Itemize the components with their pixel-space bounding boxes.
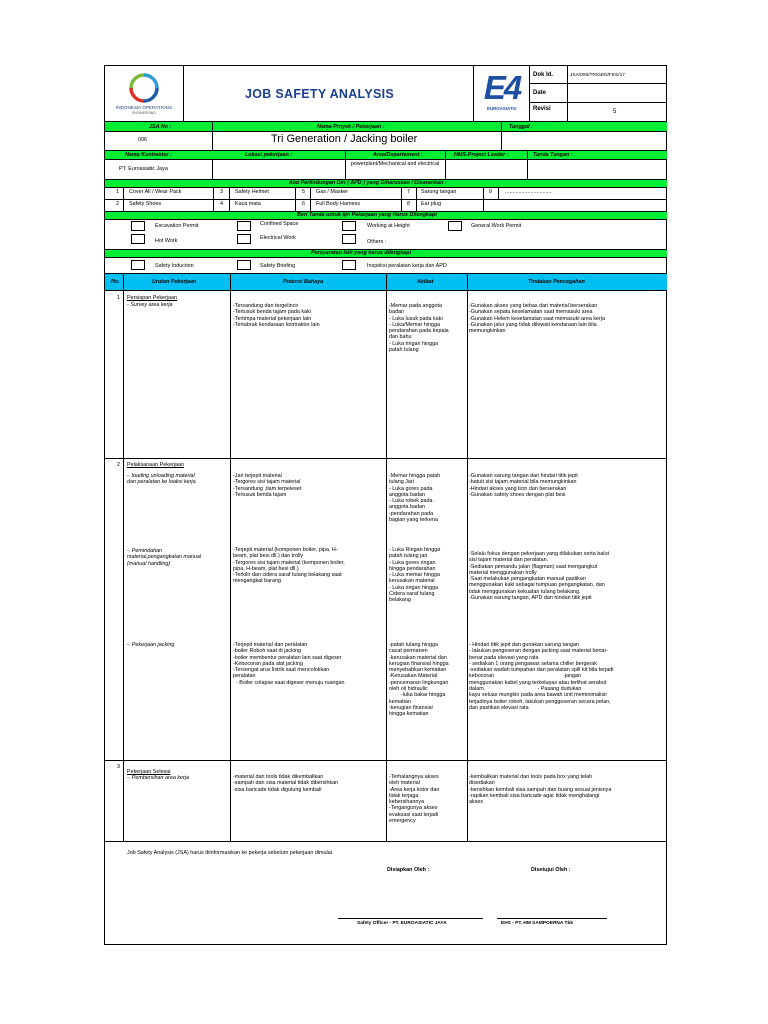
- hazard-pembersihan: -material dan tools tidak dikembalikan -sampah dan sisa material tidak dibersihkan -sisa baricade tidak digulung kembali: [233, 774, 339, 793]
- apd-item-safety-shoes: Safety Shoes: [129, 201, 162, 207]
- logo-title: INDONESIA OPERATIONS: [115, 105, 173, 110]
- apd-item-sarung-tangan: Sarung tangan: [421, 189, 457, 195]
- doc-id-label: Dok Id.: [533, 72, 554, 78]
- area-value: powerplant/Mechanical and electrical: [350, 161, 440, 167]
- req-checkbox-briefing[interactable]: [237, 260, 251, 270]
- permit-checkbox-hot-work[interactable]: [131, 234, 145, 244]
- section-title-persiapan: Persiapan Pekerjaan: [127, 295, 178, 301]
- page-title: JOB SAFETY ANALYSIS: [245, 87, 395, 101]
- revisi-value: 5: [613, 109, 617, 115]
- apd-no-1: 1: [116, 189, 119, 195]
- permit-height: Working at Height: [367, 223, 410, 229]
- project-label: Nama Proyek / Pekerjaan :: [317, 124, 385, 130]
- effect-pembersihan: -Terhalangnya akses oleh material -Area kerja kotor dan tidak terjaga kebersihannya -Tergangunya akses evakuasi saat terjadi emergency: [389, 774, 440, 825]
- task-survey: - Survey area kerja: [127, 302, 173, 308]
- effect-jacking: -patah tulang hingga cacat permanen -kerusakan material dan kerugian finansial hingga menyebabkan kematian -Kerusakan Material -pencemaran lingkungan oleh oli hidraulic -luka bakar hingga kematian -kerugian finansial hingga kematian: [389, 642, 449, 718]
- approved-label: Disetujui Oleh :: [531, 867, 571, 873]
- permit-checkbox-electrical[interactable]: [237, 234, 251, 244]
- kontraktor-label: Nama Kontraktor :: [125, 152, 173, 158]
- req-briefing: Safety Briefing: [260, 263, 296, 269]
- hazard-jacking: -Terjepit material dan peralatan -boiler Roboh saat di jacking -boiler membentur peralatan lain saat digeser -Kebocoran pada alat jacking -Tersengat arus listrik saat mencolokkan peralatan - Boiler colapse saat digeser menuju ruangan: [233, 642, 345, 686]
- col-potensi: Potensi Bahaya: [283, 279, 324, 285]
- section-no-2: 2: [117, 462, 120, 468]
- action-survey: -Gunakan akses yang bebas dari material berserakan -Gunakan sepatu keselamatan saat memasuki area -Gunakan Helem keselamatan saat memasuki area kerja -Gunakan jalur yang tidak dilewati kendaraan lain bila memungkinkan: [469, 303, 606, 335]
- effect-loading: -Memar hingga patah tulang Jari - Luka gores pada anggota badan - Luka robek pada anggota badan -pendarahan pada bagian yang terkena: [389, 473, 441, 524]
- permit-hot-work: Hot Work: [155, 238, 178, 244]
- hms-label: HMS-Project Leader :: [454, 152, 509, 158]
- apd-no-4: 4: [220, 201, 223, 207]
- col-urutan: Urutan Pekerjaan: [152, 279, 197, 285]
- req-checkbox-induction[interactable]: [131, 260, 145, 270]
- section-title-pelaksanaan: Pelaksanaan Pekerjaan: [127, 462, 184, 468]
- hazard-loading: -Jari terjepit material -Tergores sisi tajam material -Tersandung ,tiam terpeleset -Tertusuk benda tajam: [233, 473, 302, 498]
- col-akibat: Akibat: [417, 279, 434, 285]
- action-jacking: - Hindari titik jepit dan gunakan sarung tangan - lakukan pengeseran dengan jacking saat material benar- benar pada elevasi yang rata - sediakan 1 orang pengawas selama chiller bergerak -sediakan wadah tumpahan dan peralatan spill kit bila terjadi kebocoran -jangan menggunakan kabel yang terkelupas atau terlihat serabut dalam. - Pasang dudukan kayu seluas mungkin pada area bawah unit meminimalisir terjadinya boiler roboh, lakukan penggeseran secara pelan, dan pastikan elevasi rata: [469, 642, 614, 711]
- permit-electrical: Electrical Work: [260, 235, 296, 241]
- permit-others: Others :: [367, 239, 387, 245]
- req-checkbox-inspeksi[interactable]: [342, 260, 356, 270]
- section-no-1: 1: [117, 295, 120, 301]
- lokasi-label: Lokasi pekerjaan :: [245, 152, 293, 158]
- permit-checkbox-confined[interactable]: [237, 221, 251, 231]
- apd-no-7: 7: [407, 189, 410, 195]
- ttd-label: Tanda Tangan :: [533, 152, 573, 158]
- permit-confined: Confined Space: [260, 221, 299, 227]
- req-inspeksi: Inspeksi peralatan kerja dan APD: [367, 263, 447, 269]
- revisi-label: Revisi: [533, 106, 551, 112]
- task-jacking: -. Pekerjaan jacking: [127, 642, 175, 648]
- tanggal-label: Tanggal :: [509, 124, 533, 130]
- hazard-survey: -Tersandung dan tergelincir -Tertusuk benda tajam pada kaki -Tertimpa material pekerjaan lain -Tertabrak kendaraan kontraktor lain: [233, 303, 320, 328]
- permit-excavation: Excavation Permit: [155, 223, 199, 229]
- brand-logo: E4 EUROASIATIC: [483, 69, 521, 111]
- apd-item-ear-plug: Ear plug: [421, 201, 442, 207]
- apd-item-harness: Full Body Harness: [316, 201, 361, 207]
- apd-item-cover-all: Cover All / Wear Pack: [129, 189, 182, 195]
- apd-item-other: ...............................: [505, 189, 552, 195]
- company-logo: [111, 72, 177, 122]
- effect-pemindahan: - Luka Ringan hingga patah tulang jari - Luka gores ringan hingga pendarahan - Luka memar hingga kerusakan material - Luka ringan hingga Cidera saraf tulang belakang: [389, 547, 441, 604]
- jsa-form: [104, 65, 667, 945]
- prepared-by: Safety Officer - PT. EUROASIATIC JAYA: [357, 921, 447, 926]
- task-loading: -. loading unloading material dan peralatan ke loaksi kerja: [127, 473, 196, 486]
- col-tindakan: Tindakan Pencegahan: [528, 279, 585, 285]
- permit-checkbox-others[interactable]: [342, 234, 356, 244]
- area-label: Area/Departement :: [373, 152, 423, 158]
- action-loading: -Gunakan sarung tangan dan hindari titik jepit -batuti sisi tajam material bila memungkinkan -Hindari akses yang licin dan berserakan -Gunakan safety shoes dengan plat besi: [469, 473, 578, 498]
- section-no-3: 3: [117, 764, 120, 770]
- apd-no-5: 5: [302, 189, 305, 195]
- apd-no-3: 3: [220, 189, 223, 195]
- jsa-no-value: 006: [138, 137, 147, 143]
- permit-checkbox-height[interactable]: [342, 221, 356, 231]
- apd-no-9: 9: [489, 189, 492, 195]
- task-pembersihan: -. Pembersihan area kerja: [127, 775, 190, 781]
- apd-no-8: 8: [407, 201, 410, 207]
- apd-no-2: 2: [116, 201, 119, 207]
- task-pemindahan: -. Pemindahan material,pengangkatan manual (manual handling): [127, 548, 202, 567]
- rainbow-ring-icon: [124, 72, 164, 104]
- doc-id-value: JSA/006/TRIGEN/FES/17: [570, 73, 625, 78]
- apd-header: Alat Perlindungan Diri ( APD ) yang Diharuskan / Disarankan :: [289, 180, 447, 186]
- apd-item-helmet: Safety Helmet: [235, 189, 269, 195]
- permits-header: Beri Tanda untuk Ijin Pekerjaan yang Harus Dilengkapi: [297, 212, 437, 218]
- permit-checkbox-excavation[interactable]: [131, 221, 145, 231]
- requirements-header: Persyaratan lain yang harus dilengkapi: [311, 250, 412, 256]
- date-label: Date: [533, 90, 547, 96]
- jsa-no-label: JSA No :: [149, 124, 172, 130]
- project-name: Tri Generation / Jacking boiler: [271, 133, 418, 145]
- logo-subtitle: ENGINEERING: [132, 111, 156, 115]
- col-no: No.: [111, 279, 120, 285]
- req-induction: Safety Induction: [155, 263, 194, 269]
- apd-no-6: 6: [302, 201, 305, 207]
- hazard-pemindahan: -Terjepit material (komponen boiler, pipa, H- beam, plat besi dll.) dan trolly -Tergores sisi tajam material (komponen boiler, pipa, H-beam, plat besi dll.) -Terkilir dan cidera saraf tulang belakang saat mengangkat barang: [233, 547, 345, 585]
- permit-general: General Work Permit: [471, 223, 522, 229]
- apd-item-masker: Gas / Masker: [316, 189, 349, 195]
- effect-survey: -Memar pada anggota badan - Luka lusuk pada kaki - Luka/Memar hingga pendarahan pada kepala dan bahu - Luka ringan hingga patah tulang: [389, 303, 449, 354]
- apd-item-kaca-mata: Kaca mata: [235, 201, 261, 207]
- permit-checkbox-general[interactable]: [448, 221, 462, 231]
- action-pemindahan: -Selalu fokus dengan pekerjaan yang dilakukan serta balut sisi tajam material dan peralatan. -Sediakan pemandu jalan (flagman) saat mengangkut material menggunakan trolly -Saat melakukan pengangkatan manual pastikan menggunakan kaki sebagai tumpuan pengangkatan, dan tidak menggunakan kekuatan tulang belakang. -Gunakan sarung tangan, APD dan hindari titik jepit: [469, 551, 609, 602]
- footer-note: Job Safety Analysis (JSA) harus diinformasikan ke pekerja sebelum pekerjaan dimulai.: [127, 850, 334, 856]
- kontraktor-value: PT. Euroasiatic Jaya: [119, 166, 168, 172]
- approved-by: EHS - PT. HM SAMPOERNA Tbk: [501, 921, 574, 926]
- action-pembersihan: -kembalikan material dan tools pada box yang telah disediakan -bersihkan kembali sisa sampah dan buang sesuai jenisnya -rapikan kembali sisa baricade agar tidak menghalangi akses: [469, 774, 612, 806]
- section-title-selesai: Pekerjaan Selesai: [127, 769, 171, 775]
- prepared-label: Disiapkan Oleh :: [387, 867, 430, 873]
